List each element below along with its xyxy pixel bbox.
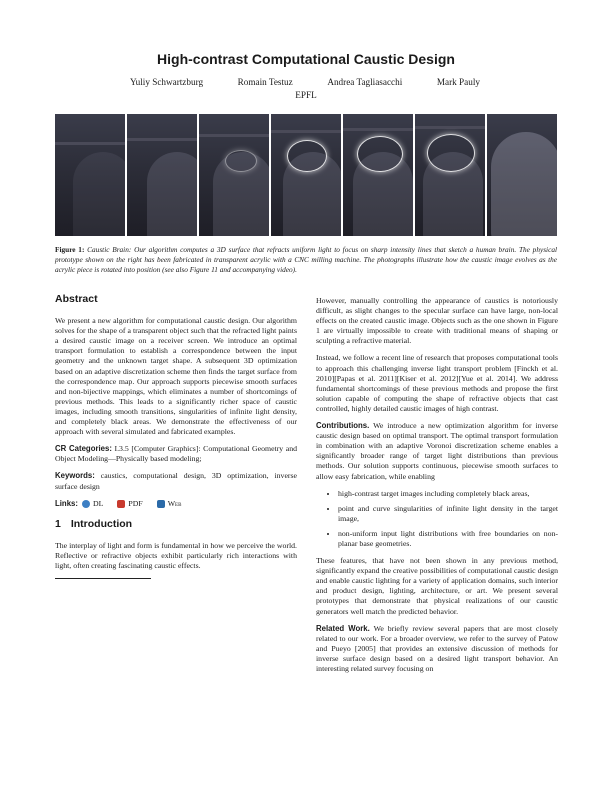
- contributions-paragraph: [316, 421, 558, 482]
- right-column: [316, 296, 558, 681]
- contributions-text: We introduce a new optimization algorithm for inverse caustic design based on optimal transport. The optimal transport formulation in combination with an adaptive Voronoi discretization scheme enables a significantly broader range of target light distributions than previous methods. Our solution supports continuous, piecewise smooth surfaces to allow easy fabrication, while enabling: [316, 421, 558, 481]
- section-title: Introduction: [70, 517, 133, 530]
- keywords-label: Keywords:: [55, 471, 95, 481]
- abstract-text: We present a new algorithm for computational caustic design. Our algorithm solves for the shape of a transparent object such that the refracted light paints a desired caustic image on a receiver screen. We introduce an optimal transport formulation to establish a correspondence between the input geometry and the unknown target shape. A subsequent 3D optimization based on an adaptive discretization scheme then finds the target surface from the correspondence map. Our approach supports piecewise smooth surfaces and non-bijective mappings, which eliminates a number of shortcomings of previous methods. This leads to a significantly richer space of caustic images, including smooth transitions, singularities of infinite light density, and completely black areas. We demonstrate the effectiveness of our approach with several simulated and fabricated examples.: [55, 316, 297, 437]
- globe-icon: [82, 500, 90, 508]
- teaser-photo: [487, 114, 557, 236]
- figure-label: Figure 1:: [55, 245, 85, 254]
- web-icon: [157, 500, 165, 508]
- introduction-heading: [55, 519, 297, 529]
- teaser-photo: [199, 114, 269, 236]
- related-work-text: We briefly review several papers that are most closely related to our work. For a broader overview, we refer to the survey of Patow and Pueyo [2005] that provides an extensive discussion of methods for inverse surface design based on a desired light transport behavior. An interesting related survey focusing on: [316, 623, 559, 673]
- links-row: [55, 499, 297, 509]
- keywords: [55, 471, 297, 491]
- left-column: [55, 294, 297, 579]
- author-name: Romain Testuz: [237, 77, 293, 87]
- paragraph: Instead, we follow a recent line of research that proposes computational tools to approach this challenging inverse light transport problem [Finckh et al. 2010][Papas et al. 2011][Kiser et al. 2012][Yue et al. 2014]. We address fundamental shortcomings of these previous methods and propose the first solution capable of computing the shape of refractive objects that cast controlled, highly detailed caustic images of high contrast.: [316, 353, 558, 413]
- list-item: • high-contrast target images including completely black areas,: [338, 489, 558, 499]
- dl-link-label: DL: [92, 498, 104, 508]
- pdf-icon: [117, 500, 125, 508]
- intro-text: The interplay of light and form is fundamental in how we perceive the world. Reflective or refractive objects exhibit particularly rich interactions with light, often creating fascinating caustic effects.: [55, 540, 297, 570]
- teaser-photo: [271, 114, 341, 236]
- cr-categories: [55, 444, 297, 464]
- dl-link[interactable]: [82, 499, 103, 509]
- related-work-paragraph: [316, 624, 558, 674]
- related-work-heading: Related Work.: [316, 623, 370, 633]
- author-name: Yuliy Schwartzburg: [130, 77, 204, 87]
- footnote-rule: [55, 578, 151, 579]
- web-link[interactable]: [157, 499, 182, 509]
- links-label: Links:: [55, 498, 78, 508]
- list-item: • non-uniform input light distributions with free boundaries on non-planar base geometries.: [338, 529, 558, 549]
- teaser-figure: [55, 114, 557, 236]
- author-name: Mark Pauly: [436, 77, 480, 87]
- abstract-heading: Abstract: [55, 293, 98, 305]
- web-link-label: Web: [167, 498, 182, 508]
- figure-caption: [55, 245, 557, 275]
- figure-caption-text: Caustic Brain: Our algorithm computes a 3D surface that refracts uniform light to focus on sharp intensity lines that sketch a human brain. The physical prototype shown on the right has been fabricated in transparent acrylic with a CNC milling machine. The photographs illustrate how the caustic image evolves as the acrylic piece is rotated into position (see also Figure 11 and accompanying video).: [55, 245, 557, 274]
- paragraph: These features, that have not been shown in any previous method, significantly expand the creative possibilities of computational caustic design and enable caustic lighting for a variety of application domains, such interior and product design, lighting, architecture, or art. We present several prototypes that demonstrate that physical realizations of our caustic generators well match the predicted behavior.: [316, 556, 558, 616]
- cr-label: CR Categories:: [55, 444, 112, 454]
- teaser-photo: [127, 114, 197, 236]
- teaser-photo: [55, 114, 125, 236]
- list-item: • point and curve singularities of infinite light density in the target image,: [338, 504, 558, 524]
- paper-title: High-contrast Computational Caustic Design: [157, 51, 455, 67]
- teaser-photo: [415, 114, 485, 236]
- contributions-heading: Contributions.: [316, 421, 370, 431]
- pdf-link[interactable]: [117, 499, 142, 509]
- affiliation: EPFL: [295, 90, 317, 100]
- contributions-list: [316, 489, 558, 549]
- section-number: 1: [55, 517, 61, 530]
- cr-text: I.3.5 [Computer Graphics]: Computational Geometry and Object Modeling—Physically based modeling;: [55, 444, 298, 464]
- keywords-text: caustics, computational design, 3D optimization, inverse surface design: [55, 471, 297, 491]
- teaser-photo: [343, 114, 413, 236]
- pdf-link-label: PDF: [128, 498, 143, 508]
- author-list: [130, 77, 480, 87]
- paragraph: However, manually controlling the appearance of caustics is notoriously difficult, as slight changes to the specular surface can have large, non-local effects on the created caustic image. Objects such as the one shown in Figure 1 are virtually impossible to create with traditional means of shaping or sculpting a refractive material.: [316, 296, 558, 346]
- author-name: Andrea Tagliasacchi: [327, 77, 403, 87]
